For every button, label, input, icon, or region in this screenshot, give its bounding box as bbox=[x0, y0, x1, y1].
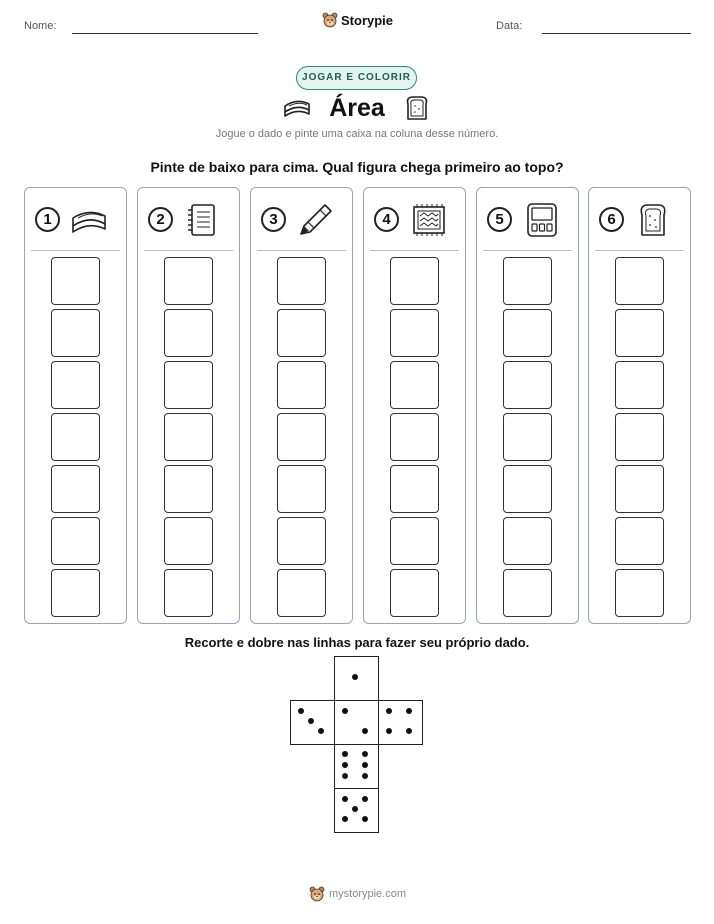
color-box[interactable] bbox=[390, 309, 439, 357]
color-box[interactable] bbox=[164, 309, 213, 357]
color-box[interactable] bbox=[390, 569, 439, 617]
color-box[interactable] bbox=[390, 413, 439, 461]
die-pip bbox=[406, 708, 412, 714]
column-number: 3 bbox=[261, 207, 286, 232]
footer bbox=[309, 886, 406, 902]
die-face-3 bbox=[290, 700, 335, 745]
columns-container bbox=[24, 187, 691, 624]
die-net bbox=[290, 656, 424, 834]
calculator-icon bbox=[521, 202, 561, 238]
column-number: 4 bbox=[374, 207, 399, 232]
die-pip bbox=[352, 806, 358, 812]
column-divider bbox=[144, 250, 233, 251]
bear-logo-icon bbox=[322, 12, 338, 28]
column-header bbox=[148, 202, 232, 238]
toast-icon bbox=[403, 94, 431, 122]
question: Pinte de baixo para cima. Qual figura chega primeiro ao topo? bbox=[150, 159, 564, 175]
die-pip bbox=[362, 816, 368, 822]
footer-site: mystorypie.com bbox=[329, 888, 407, 900]
color-box[interactable] bbox=[390, 361, 439, 409]
color-box[interactable] bbox=[51, 517, 100, 565]
column-number: 6 bbox=[599, 207, 624, 232]
color-box[interactable] bbox=[390, 257, 439, 305]
bear-logo-icon bbox=[309, 886, 325, 902]
die-pip bbox=[362, 762, 368, 768]
activity-badge: JOGAR E COLORIR bbox=[296, 66, 417, 90]
color-box[interactable] bbox=[277, 257, 326, 305]
brand-name: Storypie bbox=[341, 12, 394, 28]
column-divider bbox=[370, 250, 459, 251]
color-box[interactable] bbox=[615, 517, 664, 565]
die-pip bbox=[318, 728, 324, 734]
color-box[interactable] bbox=[51, 309, 100, 357]
column-6 bbox=[588, 187, 691, 624]
crayon-icon bbox=[295, 202, 335, 238]
color-box[interactable] bbox=[503, 361, 552, 409]
name-label: Nome: bbox=[24, 20, 57, 32]
name-line bbox=[72, 33, 258, 34]
column-header bbox=[374, 202, 458, 238]
die-pip bbox=[342, 762, 348, 768]
column-number: 1 bbox=[35, 207, 60, 232]
color-box[interactable] bbox=[51, 413, 100, 461]
color-box[interactable] bbox=[51, 569, 100, 617]
color-box[interactable] bbox=[615, 361, 664, 409]
color-box[interactable] bbox=[277, 569, 326, 617]
color-box[interactable] bbox=[164, 413, 213, 461]
column-number: 5 bbox=[487, 207, 512, 232]
color-box[interactable] bbox=[277, 517, 326, 565]
brand-logo bbox=[322, 12, 393, 28]
color-box[interactable] bbox=[503, 309, 552, 357]
die-pip bbox=[362, 728, 368, 734]
column-divider bbox=[31, 250, 120, 251]
date-label: Data: bbox=[496, 20, 523, 32]
column-2 bbox=[137, 187, 240, 624]
notebook-icon bbox=[182, 202, 222, 238]
color-box[interactable] bbox=[503, 569, 552, 617]
die-face-5 bbox=[334, 788, 379, 833]
column-5 bbox=[476, 187, 579, 624]
color-box[interactable] bbox=[615, 309, 664, 357]
color-box[interactable] bbox=[164, 465, 213, 513]
date-field[interactable] bbox=[496, 20, 522, 32]
date-line bbox=[542, 33, 691, 34]
column-4 bbox=[363, 187, 466, 624]
folded-towel-icon bbox=[281, 94, 313, 122]
die-pip bbox=[342, 773, 348, 779]
color-box[interactable] bbox=[51, 361, 100, 409]
page-title: Área bbox=[329, 94, 385, 122]
color-box[interactable] bbox=[390, 465, 439, 513]
color-box[interactable] bbox=[615, 465, 664, 513]
column-header bbox=[487, 202, 571, 238]
die-face-1 bbox=[334, 656, 379, 701]
rug-icon bbox=[408, 202, 448, 238]
cut-instruction: Recorte e dobre nas linhas para fazer seu próprio dado. bbox=[184, 635, 530, 650]
color-box[interactable] bbox=[277, 413, 326, 461]
column-divider bbox=[483, 250, 572, 251]
die-pip bbox=[342, 816, 348, 822]
die-pip bbox=[298, 708, 304, 714]
column-header bbox=[599, 202, 683, 238]
subtitle: Jogue o dado e pinte uma caixa na coluna desse número. bbox=[215, 128, 499, 140]
color-box[interactable] bbox=[164, 569, 213, 617]
column-number: 2 bbox=[148, 207, 173, 232]
column-divider bbox=[595, 250, 684, 251]
die-pip bbox=[362, 751, 368, 757]
die-pip bbox=[362, 796, 368, 802]
column-header bbox=[261, 202, 345, 238]
die-pip bbox=[406, 728, 412, 734]
title-row bbox=[0, 92, 714, 124]
color-box[interactable] bbox=[277, 361, 326, 409]
color-box[interactable] bbox=[615, 413, 664, 461]
die-pip bbox=[386, 708, 392, 714]
die-pip bbox=[342, 751, 348, 757]
die-pip bbox=[386, 728, 392, 734]
color-box[interactable] bbox=[51, 465, 100, 513]
column-divider bbox=[257, 250, 346, 251]
die-pip bbox=[342, 796, 348, 802]
column-header bbox=[35, 202, 119, 238]
color-box[interactable] bbox=[164, 361, 213, 409]
color-box[interactable] bbox=[503, 413, 552, 461]
color-box[interactable] bbox=[503, 465, 552, 513]
color-box[interactable] bbox=[503, 517, 552, 565]
column-1 bbox=[24, 187, 127, 624]
die-face-4 bbox=[378, 700, 423, 745]
folded-towel-icon bbox=[69, 202, 109, 238]
color-box[interactable] bbox=[51, 257, 100, 305]
color-box[interactable] bbox=[615, 257, 664, 305]
die-pip bbox=[342, 708, 348, 714]
die-face-2 bbox=[334, 700, 379, 745]
die-pip bbox=[362, 773, 368, 779]
name-field[interactable] bbox=[24, 20, 56, 32]
color-box[interactable] bbox=[503, 257, 552, 305]
color-box[interactable] bbox=[615, 569, 664, 617]
die-pip bbox=[352, 674, 358, 680]
column-3 bbox=[250, 187, 353, 624]
color-box[interactable] bbox=[164, 517, 213, 565]
color-box[interactable] bbox=[277, 465, 326, 513]
die-face-6 bbox=[334, 744, 379, 789]
color-box[interactable] bbox=[164, 257, 213, 305]
color-box[interactable] bbox=[277, 309, 326, 357]
die-pip bbox=[308, 718, 314, 724]
color-box[interactable] bbox=[390, 517, 439, 565]
toast-icon bbox=[633, 202, 673, 238]
